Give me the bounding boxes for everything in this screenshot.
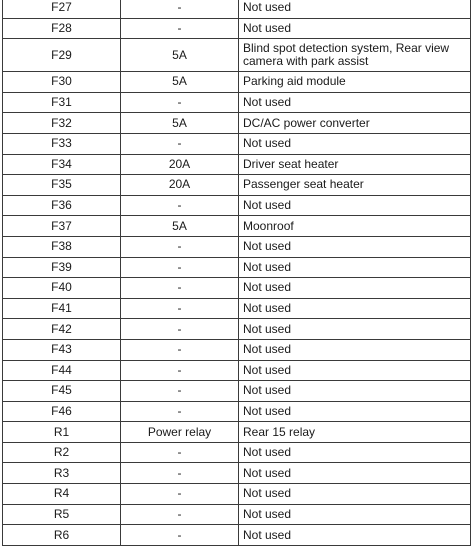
fuse-position-cell: F40 [3,278,121,299]
fuse-rating-cell: - [121,0,239,18]
fuse-position-cell: F43 [3,339,121,360]
table-row [3,18,471,39]
table-row [3,278,471,299]
table-row [3,216,471,237]
fuse-table [2,0,471,546]
fuse-rating-cell: - [121,401,239,422]
fuse-position-cell: F28 [3,18,121,39]
fuse-position-cell: F44 [3,360,121,381]
table-row [3,422,471,443]
protected-circuit-cell: Not used [239,319,471,340]
protected-circuit-cell: Not used [239,484,471,505]
protected-circuit-cell: Not used [239,360,471,381]
relay-type-cell: - [121,463,239,484]
protected-circuit-cell: Not used [239,298,471,319]
relay-type-cell: - [121,525,239,546]
table-row [3,504,471,525]
relay-position-cell: R4 [3,484,121,505]
protected-circuit-cell: Not used [239,0,471,18]
fuse-position-cell: F46 [3,401,121,422]
relay-position-cell: R1 [3,422,121,443]
protected-circuit-cell: Parking aid module [239,72,471,93]
fuse-position-cell: F42 [3,319,121,340]
protected-circuit-cell: Driver seat heater [239,154,471,175]
fuse-table-body [3,0,471,545]
protected-circuit-cell: DC/AC power converter [239,113,471,134]
protected-circuit-cell: Not used [239,133,471,154]
protected-circuit-cell: Moonroof [239,216,471,237]
table-row [3,175,471,196]
fuse-rating-cell: 5A [121,216,239,237]
fuse-rating-cell: - [121,257,239,278]
protected-circuit-cell: Not used [239,525,471,546]
table-row [3,257,471,278]
protected-circuit-cell: Passenger seat heater [239,175,471,196]
table-row [3,401,471,422]
protected-circuit-cell: Blind spot detection system, Rear view camera with park assist [239,39,471,72]
protected-circuit-cell: Not used [239,278,471,299]
protected-circuit-cell: Not used [239,504,471,525]
protected-circuit-cell: Not used [239,92,471,113]
fuse-rating-cell: - [121,133,239,154]
relay-type-cell: - [121,504,239,525]
fuse-rating-cell: 5A [121,72,239,93]
table-row [3,463,471,484]
fuse-rating-cell: - [121,195,239,216]
table-row [3,319,471,340]
protected-circuit-cell: Not used [239,463,471,484]
relay-position-cell: R6 [3,525,121,546]
protected-circuit-cell: Not used [239,339,471,360]
table-row [3,525,471,546]
fuse-position-cell: F31 [3,92,121,113]
fuse-position-cell: F38 [3,236,121,257]
table-row [3,381,471,402]
relay-type-cell: - [121,484,239,505]
fuse-position-cell: F32 [3,113,121,134]
table-row [3,195,471,216]
protected-circuit-cell: Not used [239,18,471,39]
fuse-position-cell: F33 [3,133,121,154]
relay-position-cell: R3 [3,463,121,484]
table-row [3,442,471,463]
fuse-position-cell: F39 [3,257,121,278]
protected-circuit-cell: Rear 15 relay [239,422,471,443]
table-row [3,339,471,360]
table-row [3,133,471,154]
protected-circuit-cell: Not used [239,381,471,402]
fuse-rating-cell: - [121,18,239,39]
fuse-rating-cell: - [121,339,239,360]
table-row [3,298,471,319]
table-row [3,0,471,18]
fuse-position-cell: F30 [3,72,121,93]
table-row [3,39,471,72]
fuse-rating-cell: - [121,360,239,381]
table-row [3,236,471,257]
fuse-rating-cell: - [121,92,239,113]
fuse-position-cell: F36 [3,195,121,216]
fuse-rating-cell: 5A [121,113,239,134]
table-row [3,360,471,381]
table-row [3,92,471,113]
fuse-rating-cell: - [121,381,239,402]
protected-circuit-cell: Not used [239,401,471,422]
fuse-rating-cell: 20A [121,175,239,196]
protected-circuit-cell: Not used [239,442,471,463]
protected-circuit-cell: Not used [239,195,471,216]
fuse-position-cell: F34 [3,154,121,175]
fuse-position-cell: F45 [3,381,121,402]
table-row [3,154,471,175]
relay-type-cell: - [121,442,239,463]
fuse-position-cell: F27 [3,0,121,18]
fuse-rating-cell: - [121,298,239,319]
table-row [3,72,471,93]
relay-type-cell: Power relay [121,422,239,443]
fuse-position-cell: F29 [3,39,121,72]
relay-position-cell: R5 [3,504,121,525]
relay-position-cell: R2 [3,442,121,463]
protected-circuit-cell: Not used [239,236,471,257]
fuse-rating-cell: 20A [121,154,239,175]
fuse-rating-cell: - [121,319,239,340]
fuse-rating-cell: - [121,278,239,299]
fuse-position-cell: F37 [3,216,121,237]
table-row [3,484,471,505]
table-row [3,113,471,134]
fuse-rating-cell: - [121,236,239,257]
protected-circuit-cell: Not used [239,257,471,278]
fuse-position-cell: F35 [3,175,121,196]
fuse-rating-cell: 5A [121,39,239,72]
fuse-position-cell: F41 [3,298,121,319]
